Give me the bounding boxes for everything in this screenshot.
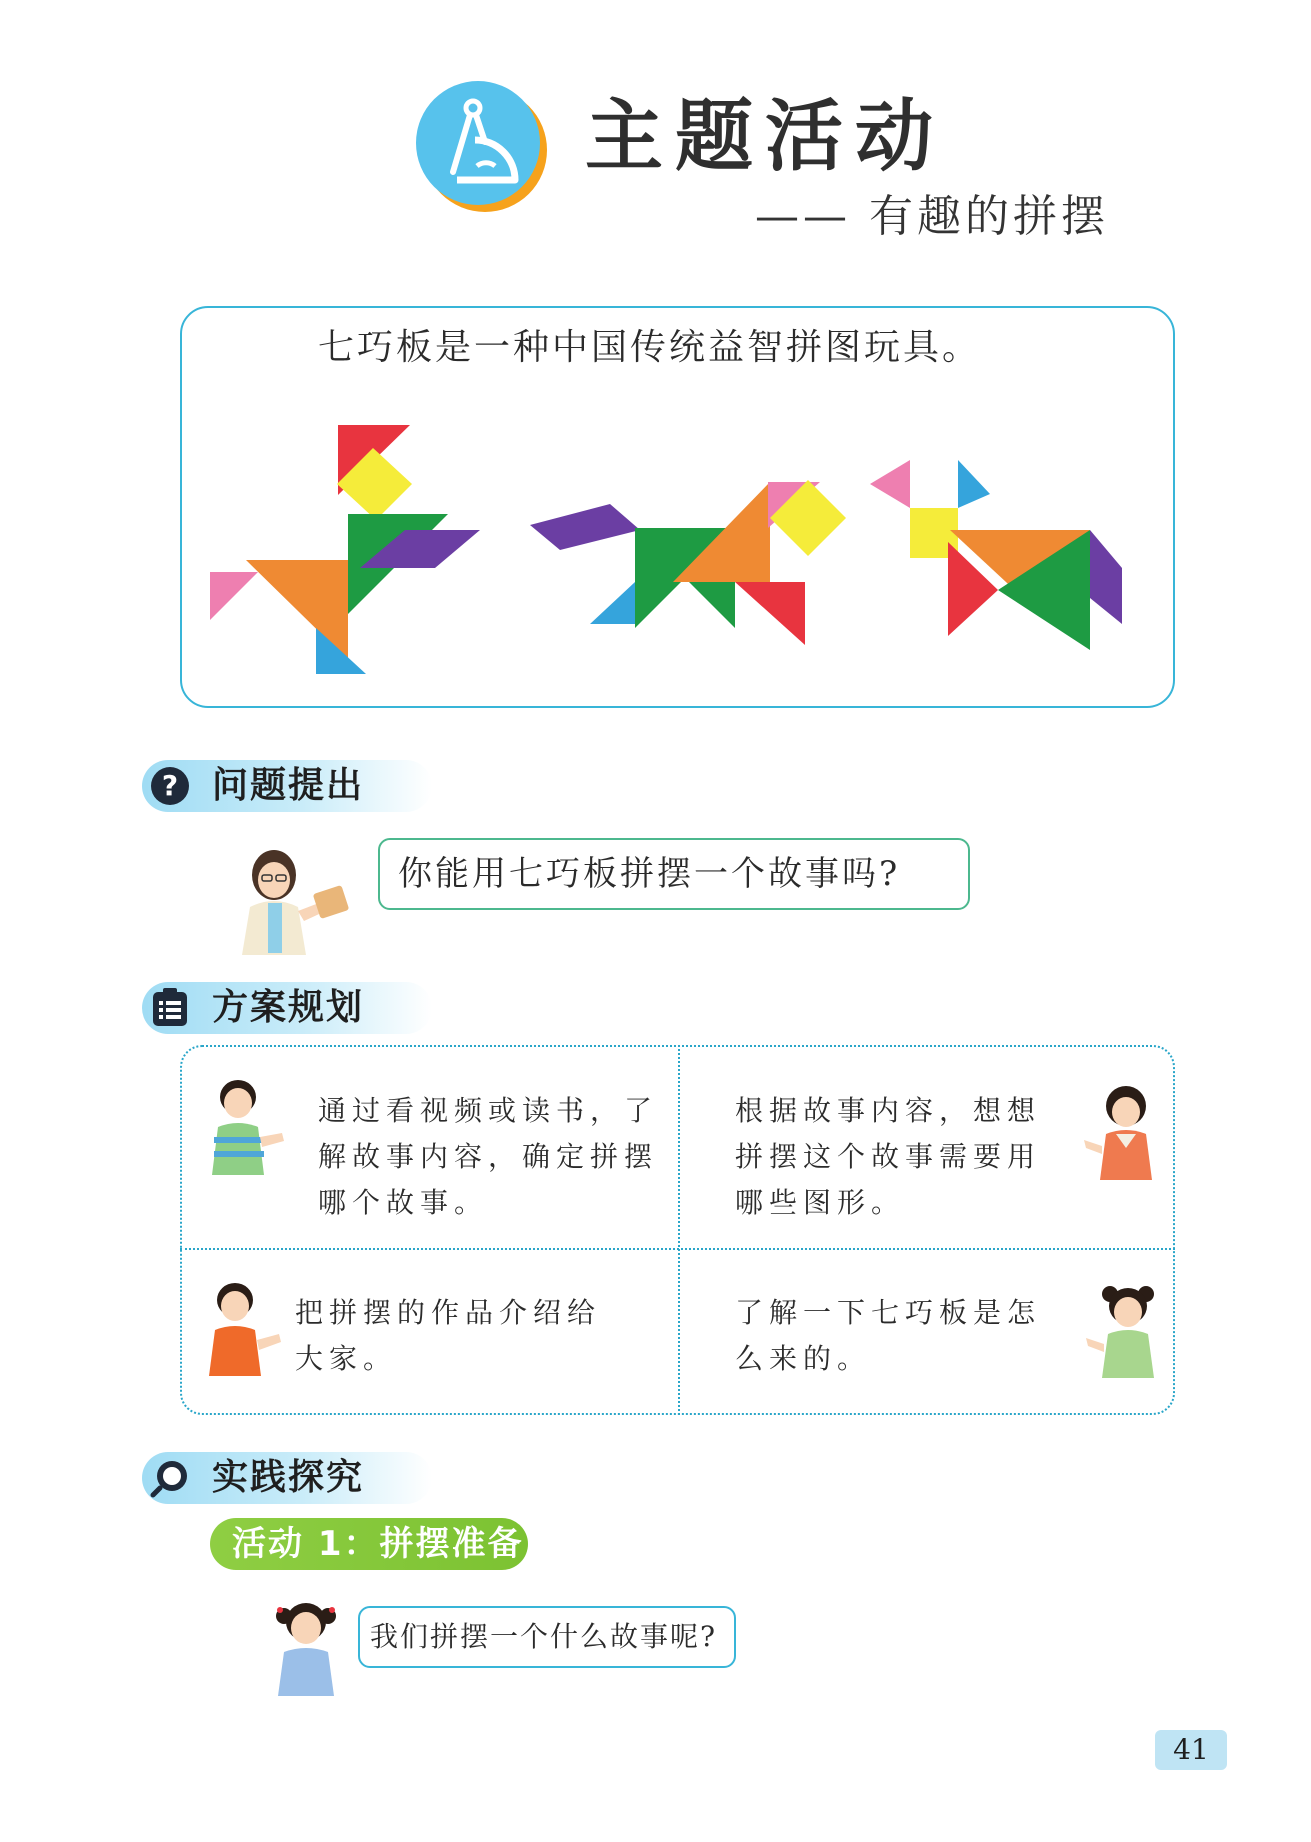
plan-cell-4-text: 了解一下七巧板是怎 么来的。 xyxy=(735,1296,1042,1375)
clipboard-list-icon xyxy=(150,988,190,1028)
boy-avatar-1 xyxy=(208,1075,288,1175)
girl-avatar-2 xyxy=(1082,1280,1164,1378)
teacher-avatar xyxy=(232,845,362,955)
question-bubble-text: 你能用七巧板拼摆一个故事吗? xyxy=(398,854,901,894)
girl-speech-bubble xyxy=(358,1606,736,1668)
tangram-figure-horse xyxy=(530,480,846,645)
section-header-question xyxy=(142,760,432,812)
plan-cell-1-text: 通过看视频或读书，了 解故事内容，确定拼摆 哪个故事。 xyxy=(318,1094,659,1219)
section-label: 问题提出 xyxy=(212,765,365,806)
magnifier-icon xyxy=(150,1458,190,1498)
question-speech-bubble xyxy=(378,838,970,910)
intro-text: 七巧板是一种中国传统益智拼图玩具。 xyxy=(318,327,982,368)
question-icon xyxy=(150,766,190,806)
girl-bubble-text: 我们拼摆一个什么故事呢? xyxy=(370,1620,718,1653)
boy-avatar-2 xyxy=(205,1278,285,1376)
page-number: 41 xyxy=(1155,1730,1227,1770)
plan-cell-3-text: 把拼摆的作品介绍给 大家。 xyxy=(295,1296,602,1375)
plan-grid-horizontal-divider xyxy=(180,1248,1175,1250)
page-subtitle: —— 有趣的拼摆 xyxy=(755,191,1109,242)
page-title: 主题活动 xyxy=(585,92,946,182)
tangram-figure-dog xyxy=(870,460,1122,650)
compass-ruler-logo-icon xyxy=(415,80,550,215)
section-label: 方案规划 xyxy=(212,987,365,1028)
svg-text:?: ? xyxy=(161,769,179,802)
girl-avatar-3 xyxy=(270,1596,350,1696)
section-header-plan xyxy=(142,982,432,1034)
tangram-figure-runner xyxy=(210,425,480,674)
tangram-figures xyxy=(190,400,1170,700)
girl-avatar-1 xyxy=(1080,1082,1160,1180)
section-label: 实践探究 xyxy=(212,1457,365,1498)
plan-grid-vertical-divider xyxy=(678,1045,680,1415)
section-header-practice xyxy=(142,1452,432,1504)
plan-cell-2-text: 根据故事内容，想想 拼摆这个故事需要用 哪些图形。 xyxy=(735,1094,1042,1219)
activity-1-label: 活动 1：拼摆准备 xyxy=(210,1518,528,1570)
